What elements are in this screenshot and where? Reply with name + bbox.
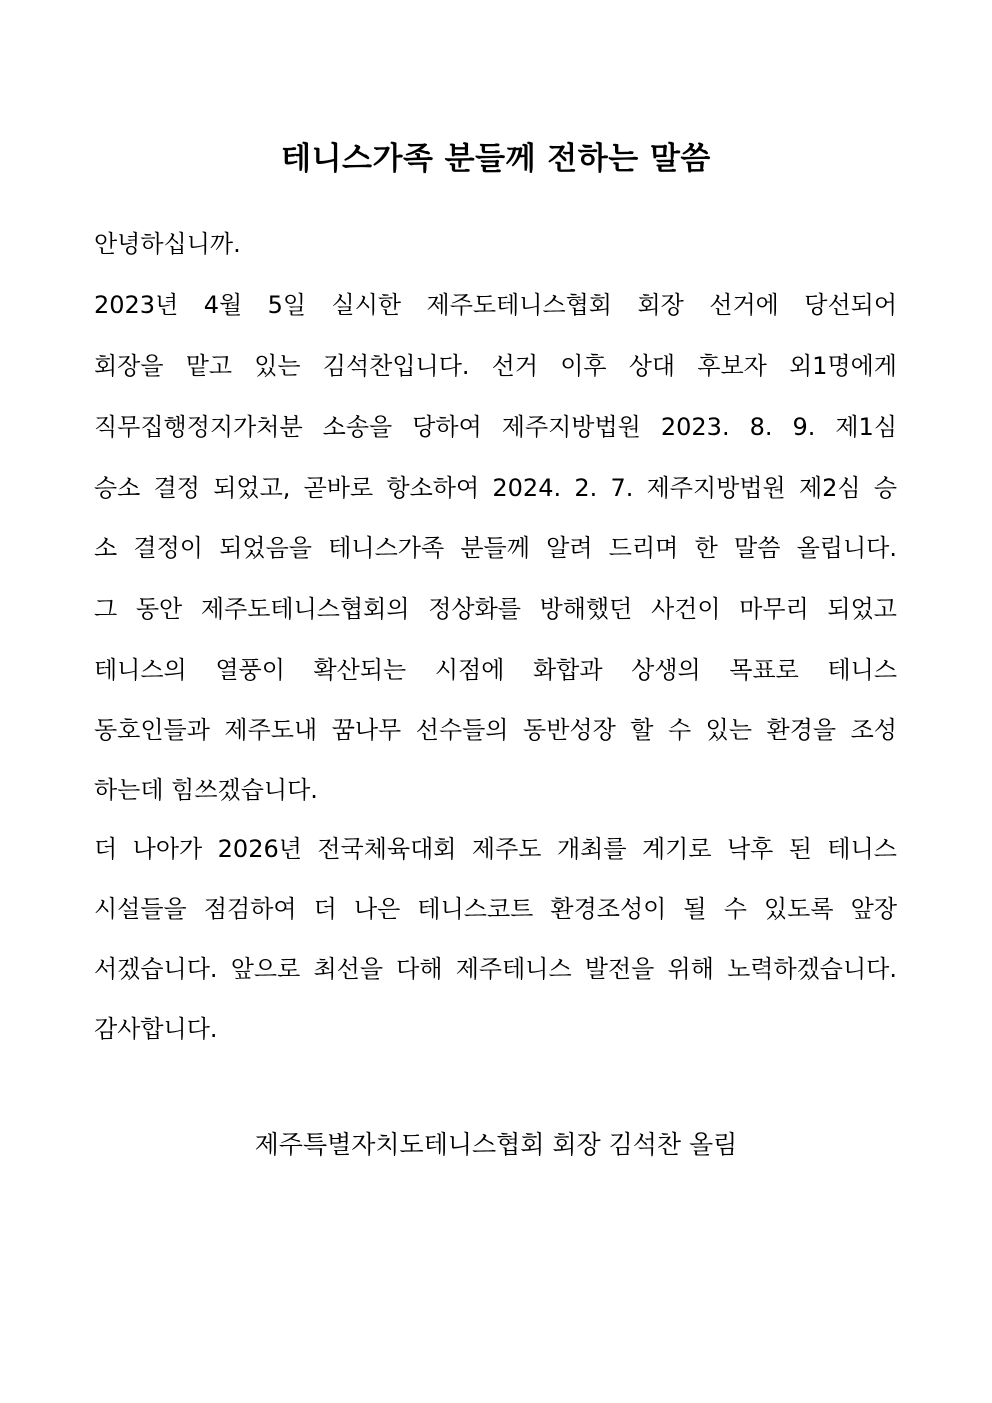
body-line: 서겠습니다. 앞으로 최선을 다해 제주테니스 발전을 위해 노력하겠습니다. [94, 955, 897, 983]
body-line: 더 나아가 2026년 전국체육대회 제주도 개최를 계기로 낙후 된 테니스 [94, 835, 897, 863]
body-line: 동호인들과 제주도내 꿈나무 선수들의 동반성장 할 수 있는 환경을 조성 [94, 716, 897, 744]
body-line: 회장을 맡고 있는 김석찬입니다. 선거 이후 상대 후보자 외1명에게 [94, 352, 897, 380]
body-line: 2023년 4월 5일 실시한 제주도테니스협회 회장 선거에 당선되어 [94, 291, 897, 319]
signature: 제주특별자치도테니스협회 회장 김석찬 올림 [254, 1130, 738, 1159]
body-line: 승소 결정 되었고, 곧바로 항소하여 2024. 2. 7. 제주지방법원 제2심 승 [94, 474, 897, 502]
body-line-closing: 감사합니다. [94, 1015, 218, 1043]
body-line: 직무집행정지가처분 소송을 당하여 제주지방법원 2023. 8. 9. 제1심 [94, 413, 897, 441]
body-line: 시설들을 점검하여 더 나은 테니스코트 환경조성이 될 수 있도록 앞장 [94, 895, 897, 923]
document-title: 테니스가족 분들께 전하는 말씀 [281, 141, 711, 177]
body-line: 소 결정이 되었음을 테니스가족 분들께 알려 드리며 한 말씀 올립니다. [94, 534, 897, 562]
body-line: 그 동안 제주도테니스협회의 정상화를 방해했던 사건이 마무리 되었고 [94, 595, 897, 623]
body-line-greeting: 안녕하십니까. [94, 230, 241, 258]
body-line: 하는데 힘쓰겠습니다. [94, 776, 318, 804]
body-line: 테니스의 열풍이 확산되는 시점에 화합과 상생의 목표로 테니스 [94, 656, 897, 684]
